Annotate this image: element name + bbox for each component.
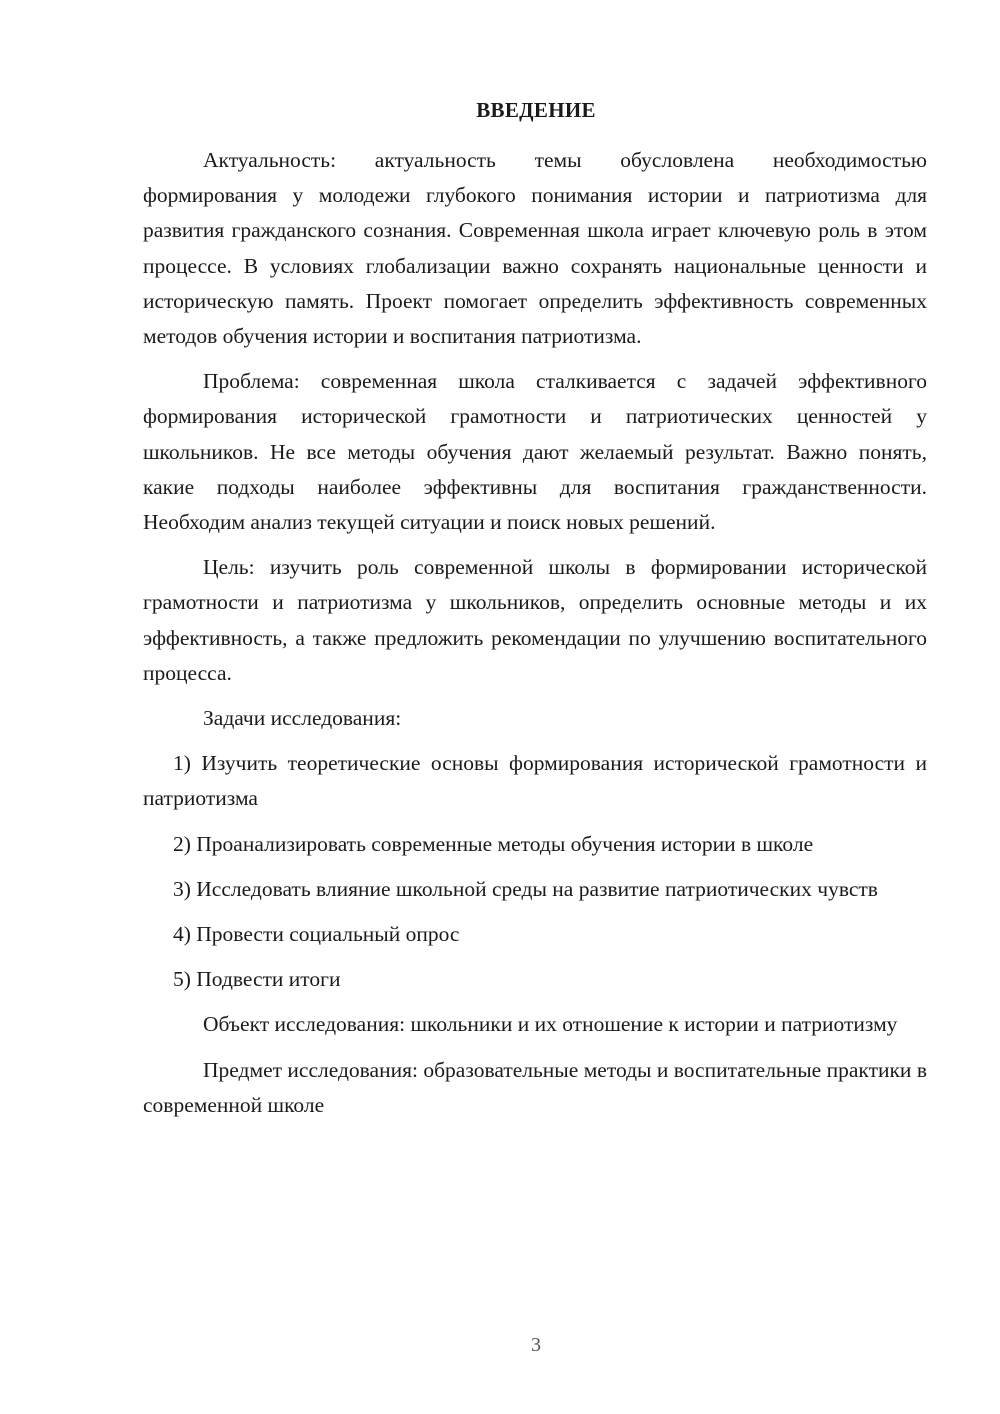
tasks-heading: Задачи исследования:	[203, 706, 402, 731]
paragraph-subject: Предмет исследования: образовательные методы и воспитательные практики в современной школе	[143, 1057, 927, 1117]
page-number: 3	[531, 1334, 541, 1356]
task-item: 5) Подвести итоги	[173, 967, 341, 992]
paragraph-object: Объект исследования: школьники и их отношение к истории и патриотизму	[203, 1012, 898, 1037]
paragraph-goal: Цель: изучить роль современной школы в формировании исторической грамотности и патриотизма у школьников, определить основные методы и их эффективность, а также предложить рекомендации по улучшению воспитательного процесса.	[143, 555, 927, 685]
task-item: 3) Исследовать влияние школьной среды на развитие патриотических чувств	[173, 876, 878, 901]
paragraph-problem: Проблема: современная школа сталкивается с задачей эффективного формирования исторической грамотности и патриотических ценностей у школьников. Не все методы обучения дают желаемый результат. Важно понять, какие подходы наиболее эффективны для воспитания гражданственности. Необходим анализ текущей ситуации и поиск новых решений.	[143, 369, 927, 535]
page-title: ВВЕДЕНИЕ	[476, 98, 596, 122]
document-body	[143, 143, 927, 1133]
task-item: 1) Изучить теоретические основы формирования исторической грамотности и патриотизма	[143, 751, 927, 811]
task-item: 4) Провести социальный опрос	[173, 922, 460, 947]
task-item: 2) Проанализировать современные методы обучения истории в школе	[173, 831, 814, 856]
paragraph-relevance: Актуальность: актуальность темы обусловлена необходимостью формирования у молодежи глубокого понимания истории и патриотизма для развития гражданского сознания. Современная школа играет ключевую роль в этом процессе. В условиях глобализации важно сохранять национальные ценности и историческую память. Проект помогает определить эффективность современных методов обучения истории и воспитания патриотизма.	[143, 148, 927, 349]
